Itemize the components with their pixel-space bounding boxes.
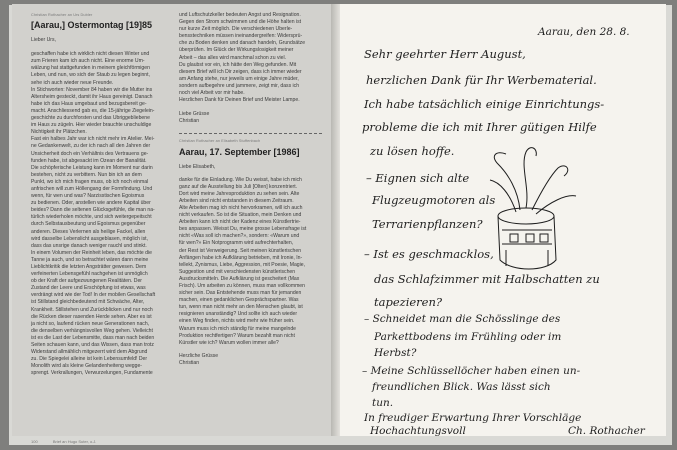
body-text-line: sondern aufbegehrе und jammere, zeigt mir, dass ich <box>179 82 300 89</box>
body-text-line: macht. Anschliessend gab es, die 15-jährige Ziegelein- <box>31 107 155 114</box>
handwritten-line: In freudiger Erwartung Ihrer Vorschläge <box>364 412 582 424</box>
body-text-line: sehe ich auch wieder neue Freunde. <box>31 79 114 86</box>
engine-plant-sketch <box>490 148 576 269</box>
body-text-line: bestehen, nicht zu verbittern. Nun bin ich an dem <box>31 171 142 178</box>
body-text-line: Lieblichtkritik die letzten Angsträtter gewesen. Dem <box>31 264 147 270</box>
body-text-line: Monolith wird als kleine Gelandenheiteng weggе- <box>31 363 142 370</box>
body-text-line: Herzlichen Dank für Deinen Brief und Meister Lampe. <box>179 97 300 104</box>
body-text-line: Leben, und nun, wo sich der Staub zu legen beginnt, <box>31 72 150 79</box>
handwritten-line: tun. <box>372 397 394 409</box>
letter-closing: Liebe Grüsse <box>179 111 210 118</box>
letter-signature: Christian <box>179 118 200 125</box>
left-column-2 <box>179 12 322 367</box>
letter-meta: Christian Rothacher an Urs Dubler <box>31 13 93 17</box>
handwritten-line: Ich habe tatsächlich einige Einrichtungs- <box>364 97 605 111</box>
body-text-line: resignieren unanständig? Und sollte ich auch wieder <box>179 311 298 318</box>
handwritten-line: Sehr geehrter Herr August, <box>364 47 526 61</box>
body-text-line: ganz auf die Ausstellung bis Juli [Olten] konzentriert. <box>179 183 298 190</box>
body-text-line: und Luftschutzkeller bedeuten Angst und Resignation. <box>179 12 301 18</box>
body-text-line: zum Frieren kam ich auch nicht. Eine enorme Um- <box>31 58 145 65</box>
body-text-line: Nichtigkeit ihr Plätzchen. <box>31 129 87 136</box>
body-text-line: funden habe, ist abgesackt im Ozean der Banalität. <box>31 157 147 164</box>
letter-body <box>31 51 174 377</box>
body-text-line: nicht «Was soll ich machen?», sondern: «Warum und <box>179 233 300 240</box>
body-text-line: für wen?» Ein Notprogramm wird aufrechterhalten, <box>179 240 294 247</box>
body-text-line: bes anpassen. Weisst Du, meine grosse Lebensfrage ist <box>179 226 307 233</box>
body-text-line: machen, einen gedanklichen Gesprächspartner. Was <box>179 297 299 304</box>
body-text-line: habe ich das Haus umgebaut und bezugsbereit ge- <box>31 100 147 107</box>
handwritten-line: – Meine Schlüssellöcher haben einen un- <box>362 365 581 377</box>
body-text-line: einen Weg finden, nichts wird mehr wie früher sein. <box>179 318 295 325</box>
handwritten-line: tapezieren? <box>374 295 443 309</box>
body-text-line: verdrängt wird wie der Tod! In der mobilen Gesellschaft <box>31 292 156 299</box>
body-text-line: ist es die Last der Lebensmitte, dass man nach beiden <box>31 334 155 341</box>
section-divider <box>179 133 322 134</box>
letter-salutation-2: Liebe Elisabeth, <box>179 163 216 170</box>
handwritten-line: Hochachtungsvoll <box>370 425 466 436</box>
body-text-line: Die schöpferische Leistung kann im Moment nur darin <box>31 164 153 171</box>
body-text-line: Künstler wie ich? Warum wollen immer alle? <box>179 339 279 346</box>
body-text-line: Arbeiten sind nicht entstanden in diesem Zeitraum. <box>179 197 294 204</box>
letter-heading: [Aarau,] Ostermontag [19]85 <box>31 20 153 31</box>
body-text-line: sicher sein. Das Entstehende muss man für jemanden <box>179 290 302 297</box>
body-text-line: Arbeit – das alles wird manchmal schon zu viel. <box>179 54 287 61</box>
handwritten-line: – Ist es geschmacklos, <box>364 247 494 261</box>
body-text-line: die Rücken dieser rasenden Herde sehen. Aber es ist <box>31 313 152 320</box>
body-text-line: Punkt, wo ich mich fragen muss, ob ich noch einmal <box>31 178 149 185</box>
body-text-line: dass das unsrige danach weniger rauchl und stinkt. <box>31 242 147 249</box>
body-text-line: Du glaubst vor ein, ich hätte den Weg gefunden. Mit <box>179 61 297 68</box>
body-text-line: diesem Brief will ich Dir zeigen, dass ich immer wieder <box>179 68 302 75</box>
body-text-line: anfrischen will zum Höllengang der Formfindung. Und <box>31 185 153 192</box>
body-text-line: Anfängen habe ich Aufklärung betrieben, mit Ironie, In- <box>179 254 303 261</box>
body-text-line: Ausdrucksmitteln. Die Aufklärung ist gescheitert (Max <box>179 275 300 282</box>
body-text-line: tun, wenn man nicht mehr an den Menschen glaubt, ist <box>179 304 303 311</box>
body-text-line: Altersheim gesteckt, damit ihr Haus gereinigt. Danach <box>31 93 153 100</box>
handwritten-line: Flugzeugmotoren als <box>372 193 496 207</box>
body-text-line: nur kurze Zeit möglich. Die verschiedenen Überle- <box>179 26 293 33</box>
handwritten-line: – Eignen sich alte <box>366 171 470 185</box>
body-text-line: verfeinerten Lebensgefühl nachgehen ist unmöglich <box>31 271 148 278</box>
body-text-line: wenn, für wen und was? Narzisstischen Egoismus <box>31 193 145 200</box>
body-text-line: ja nicht so, laufend rücken neue Generationen nach, <box>31 320 150 327</box>
body-text-line: türlich wiederholen möchte, und sich weitergepeitscht <box>31 214 152 221</box>
left-column-1 <box>31 12 174 378</box>
letter-svg <box>340 4 666 436</box>
body-text-line: im Haus zu zügeln. Hier wieder brauchte unschuldige <box>31 122 152 129</box>
body-text-line: Seiten schauen kann, und das Wissen, dass man trotz <box>31 342 154 349</box>
letter-salutation: Lieber Urs, <box>31 37 56 44</box>
body-text-line: Widerstand allmählich mitgezerrt wird dem Abgrund <box>31 349 148 356</box>
letter-lines <box>362 47 646 436</box>
body-text-line: beides? Dann die seltenen Glücksgefühle, die man na- <box>31 207 155 214</box>
body-text-line: geschaffen habe ich wirklich nicht diesen Winter und <box>31 51 150 58</box>
body-text-line: bensstechniken müssen ineinandergreifen: Widersprü- <box>179 33 303 40</box>
body-text-line: anderen. Dieses Verlernen als heilige Fackel, allen <box>31 228 146 235</box>
body-text-line: wälzung hat stattgefunden in meinem gleichförmigen <box>31 65 150 72</box>
handwritten-line: Herbst? <box>374 347 417 359</box>
body-text-line: Unsicherheit doch ein Verhältnis des Vertrauens ge- <box>31 150 149 157</box>
page-number: 100 <box>31 439 38 444</box>
letter-date: Aarau, den 28. 8. <box>538 26 630 38</box>
body-text-line: überprüfen. Im Glück der Wirkungslosigkeit meiner <box>179 47 294 54</box>
body-text-line: Produktion rechtfertigen? Warum bezahlt man nicht <box>179 332 295 339</box>
body-text-line: wird dasselbe Lebenslicht ausgeblasen, möglich ist, <box>31 235 148 242</box>
body-text-line: Krankheit. Stillstehen und Zurückblicken und nur noch <box>31 306 153 313</box>
letter-signature-2: Christian <box>179 359 200 366</box>
body-text-line: Arbeiten kann ich nicht der Kadenz eines Künstlertrie- <box>179 219 301 226</box>
letter-body-continued <box>179 12 322 104</box>
body-text-line: ob der Kraft der aufgezwungenen Realitäten. Der <box>31 278 143 285</box>
body-text-line: noch viel Arbeit vor mir habe. <box>179 90 245 97</box>
body-text-line: danke für die Einladung. Wie Du weisst, habe ich mich <box>179 176 302 183</box>
body-text-line: zu bedienen. Oder, anstellen wie andere Kapital über <box>31 200 151 207</box>
body-text-line: ne Gedankenwelt, zu der ich nach all den Jahren der <box>31 143 151 150</box>
handwritten-line: herzlichen Dank für Ihr Werbematerial. <box>366 73 597 87</box>
body-text-line: ist Stillstand gleichbedeutend mit Schwäche, Alter, <box>31 299 145 306</box>
body-text-line: Alte Arbeiten mag ich nicht hervorkramen, will ich auch <box>179 204 303 211</box>
letter-heading-2: Aarau, 17. September [1986] <box>179 146 300 157</box>
body-text-line: nicht verkaufen. So ist die Situation, mein Denken und <box>179 212 302 219</box>
body-text-line: durch Selbstausbeutung und Egoismus gegenüber <box>31 221 146 228</box>
handwritten-line: probleme die ich mit Ihrer gütigen Hilfe <box>362 120 597 134</box>
handwritten-line: freundlichen Blick. Was lässt sich <box>372 381 551 393</box>
body-text-line: die denselben verhängnisvollen Weg gehen. Vielleicht <box>31 327 153 334</box>
body-text-line: geschichte zu durchforsten und das Übriggebliebene <box>31 115 150 122</box>
page-footer <box>31 439 110 444</box>
body-text-line: der Rest ist Verweigerung. Seit meinen künstlerischen <box>179 247 302 254</box>
footer-title: Brief an Hugo Suter, o.J. <box>52 439 97 444</box>
letter-signature-handwritten: Ch. Rothacher <box>568 425 645 436</box>
body-text-line: Frisch). Um arbeiten zu können, muss man vollkommen <box>179 283 305 289</box>
handwritten-line: das Schlafzimmer mit Halbschatten zu <box>374 272 600 286</box>
body-text-line: In Stichworten: November 84 haben wir die Mutter ins <box>31 86 153 93</box>
body-text-line: In einem Volumen der Reinheit leben, das möchte die <box>31 249 152 256</box>
body-text-line: sprengt. Verkrallungen, Verwurzelungen, Fundamente <box>31 370 153 377</box>
body-text-line: Warum muss ich mich ständig für meine mangelnde <box>179 325 297 332</box>
handwritten-line: Parkettbodens im Frühling oder im <box>374 331 562 343</box>
body-text-line: Gegen den Strom schwimmen und die Höhe halten ist <box>179 19 302 26</box>
body-text-line: zu. Die Spiegelei alleine ist kein Lebensumfeld! Der <box>31 356 148 363</box>
letter-closing-2: Herzliche Grüsse <box>179 352 219 359</box>
handwritten-line: zu lösen hoffe. <box>370 144 455 158</box>
letter-body-2 <box>179 177 322 347</box>
body-text-line: Suggestion und mit verschiedensten künstlerischen <box>179 268 296 275</box>
handwritten-line: Terrarienpflanzen? <box>372 217 483 231</box>
body-text-line: Zustand der Leere und Erschöpfung ist etwas, was <box>31 285 146 292</box>
body-text-line: Dort wird meine Jahresproduktion zu sehen sein. Alte <box>179 190 300 197</box>
body-text-line: Tanne ja auch, und so betrachtet wären dann meine <box>31 256 149 263</box>
body-text-line: Fast ein halbes Jahr war ich nicht mehr im Atelier. Mei- <box>31 136 155 143</box>
body-text-line: che zu Boden denken und danach handeln, Grundsätze <box>179 40 306 47</box>
body-text-line: tellekt, Zynismus, Liebe, Aggression, mit Poesie, Magie, <box>179 261 305 268</box>
handwritten-letter <box>340 4 666 436</box>
letter-meta-2: Christian Rothacher an Elisabeth Stuffenbach <box>179 139 261 144</box>
body-text-line: am Anfang stehe, nur jeweils um einige Jahre müder, <box>179 75 299 82</box>
handwritten-line: – Schneidet man die Schösslinge des <box>364 313 561 325</box>
